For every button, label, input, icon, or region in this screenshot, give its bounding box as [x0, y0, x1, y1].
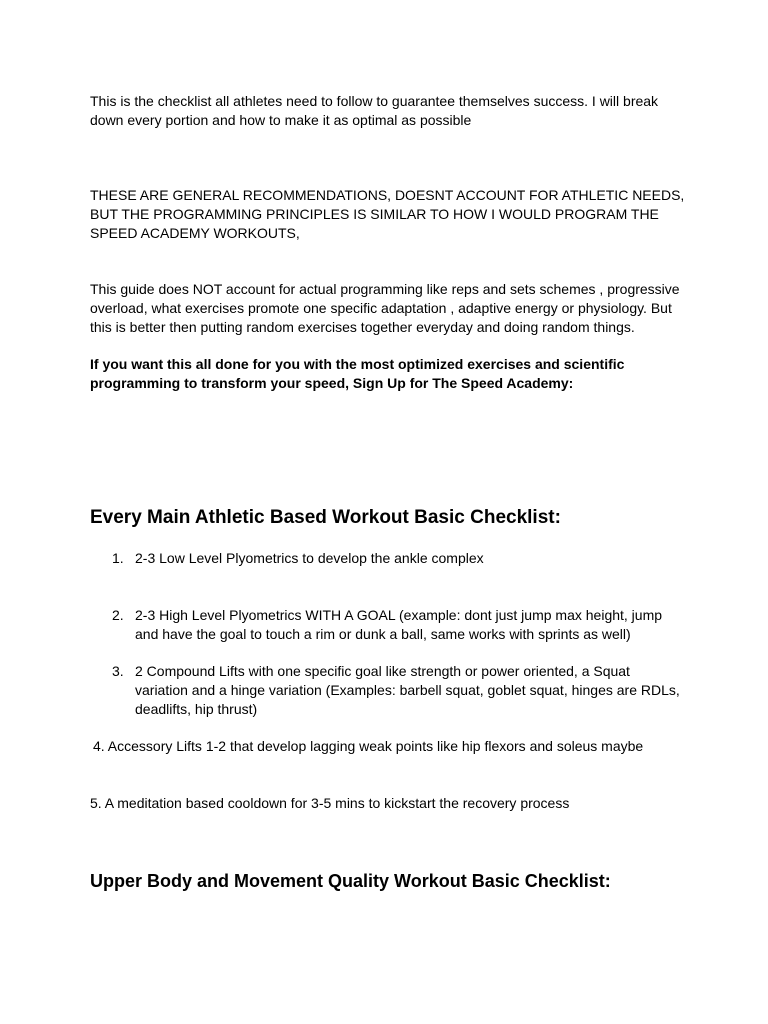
checklist-item-number: 3.: [112, 663, 124, 679]
checklist-item-text: 2-3 High Level Plyometrics WITH A GOAL (example: dont just jump max height, jump and have the goal to touch a rim or dunk a ball, same works with sprints as well): [135, 607, 663, 642]
checklist-item-text: 2-3 Low Level Plyometrics to develop the ankle complex: [135, 550, 484, 566]
checklist-item-5: 5. A meditation based cooldown for 3-5 mins to kickstart the recovery process: [90, 795, 570, 811]
checklist-item-text: 2 Compound Lifts with one specific goal like strength or power oriented, a Squat variation and a hinge variation (Examples: barbell squat, goblet squat, hinges are RDLs, deadlifts, hip thrust): [135, 663, 680, 717]
disclaimer-paragraph: This guide does NOT account for actual programming like reps and sets schemes , progressive overload, what exercises promote one specific adaptation , adaptive energy or physiology. But this is better then putting random exercises together everyday and doing random things.: [90, 281, 680, 335]
checklist-item-4: 4. Accessory Lifts 1-2 that develop lagging weak points like hip flexors and soleus maybe: [93, 738, 644, 754]
intro-paragraph: This is the checklist all athletes need to follow to guarantee themselves success. I will break down every portion and how to make it as optimal as possible: [90, 93, 659, 128]
signup-call-to-action: If you want this all done for you with the most optimized exercises and scientific programming to transform your speed, Sign Up for The Speed Academy:: [90, 356, 625, 391]
checklist-item-number: 2.: [112, 607, 124, 623]
checklist-item-2: [90, 606, 685, 644]
checklist-item-number: 1.: [112, 550, 124, 566]
section-heading-main-workout: Every Main Athletic Based Workout Basic Checklist:: [90, 507, 561, 528]
checklist-item-3: [90, 662, 685, 719]
section-heading-upper-body: Upper Body and Movement Quality Workout Basic Checklist:: [90, 871, 611, 891]
checklist-item-1: [90, 549, 685, 568]
general-recommendations-paragraph: THESE ARE GENERAL RECOMMENDATIONS, DOESNT ACCOUNT FOR ATHLETIC NEEDS, BUT THE PROGRAMMING PRINCIPLES IS SIMILAR TO HOW I WOULD PROGRAM THE SPEED ACADEMY WORKOUTS,: [90, 187, 685, 241]
